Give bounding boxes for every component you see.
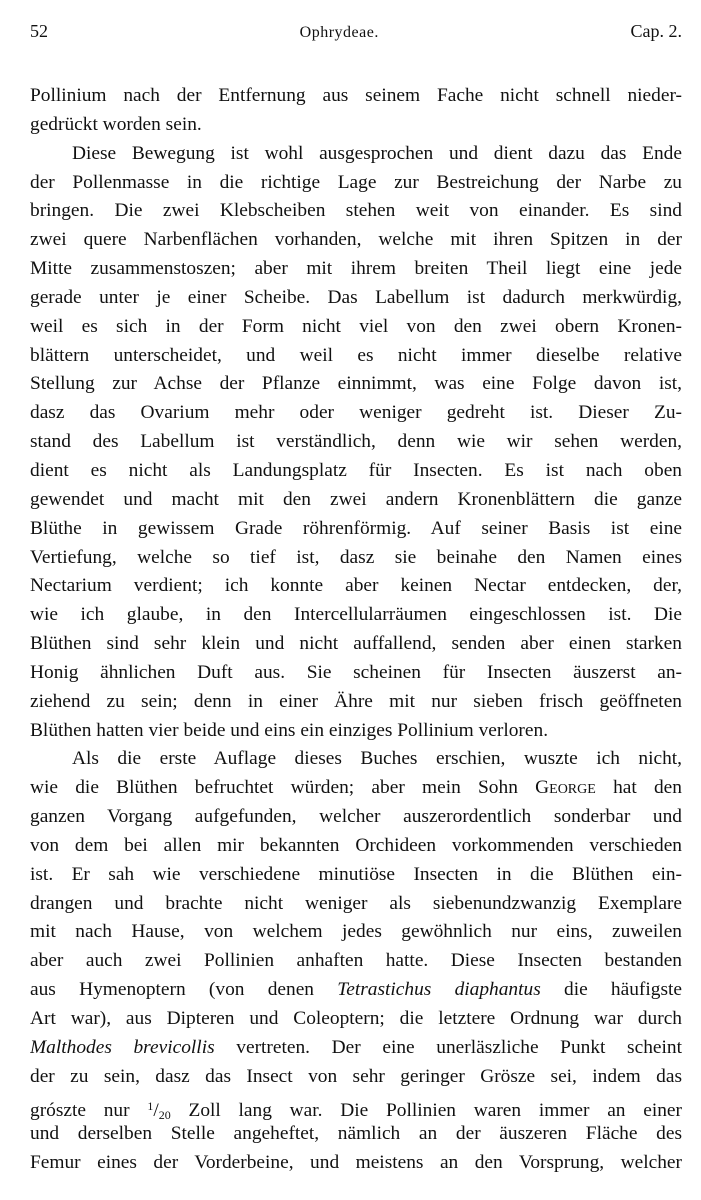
text-line: Blüthen hatten vier beide und eins ein einziges Pollinium verloren. — [30, 719, 549, 741]
text-line: Femur eines der Vorderbeine, und meistens an den Vorsprung, welcher — [30, 1152, 682, 1174]
text-line: zwei quere Narbenflächen vorhanden, welche mit ihren Spitzen in der — [30, 229, 682, 251]
text-line: gedrückt worden sein. — [30, 113, 202, 135]
body-text — [30, 82, 682, 1178]
text-line: dient es nicht als Landungsplatz für Insecten. Es ist nach oben — [30, 459, 682, 481]
text-line: Honig ähnlichen Duft aus. Sie scheinen für Insecten äuszerst an- — [30, 661, 682, 683]
text-line: Stellung zur Achse der Pflanze einnimmt, was eine Folge davon ist, — [30, 373, 682, 395]
species-name: Tetrastichus diaphantus — [337, 979, 541, 1001]
text-segment: Zoll lang war. Die Pollinien waren immer an einer — [188, 1099, 682, 1121]
text-line: blättern unterscheidet, und weil es nicht immer dieselbe relative — [30, 344, 682, 366]
text-line: mit nach Hause, von welchem jedes gewöhnlich nur eins, zuweilen — [30, 921, 682, 943]
text-segment: die häufigste — [564, 979, 682, 1001]
text-line: Blüthe in gewissem Grade röhrenförmig. Auf seiner Basis ist eine — [30, 517, 682, 539]
fraction: $^1/_{20}$ — [147, 1098, 171, 1121]
text-segment: vertreten. Der eine unerläszliche Punkt scheint — [236, 1036, 682, 1058]
text-line: Pollinium nach der Entfernung aus seinem Fache nicht schnell nieder- — [30, 85, 682, 106]
text-line: ist. Er sah wie verschiedene minutiöse Insecten in die Blüthen ein- — [30, 863, 682, 885]
text-line: Mitte zusammenstoszen; aber mit ihrem breiten Theil liegt eine jede — [30, 258, 682, 280]
text-line: gerade unter je einer Scheibe. Das Labellum ist dadurch merkwürdig, — [30, 286, 682, 308]
person-name: George — [535, 777, 596, 799]
text-line: bringen. Die zwei Klebscheiben stehen weit von einander. Es sind — [30, 200, 682, 222]
text-line: dasz das Ovarium mehr oder weniger gedreht ist. Dieser Zu- — [30, 402, 682, 424]
text-line: aber auch zwei Pollinien anhaften hatte. Diese Insecten bestanden — [30, 950, 682, 972]
page-number: 52 — [30, 21, 48, 41]
running-header — [30, 18, 682, 46]
text-line: ziehend zu sein; denn in einer Ähre mit nur sieben frisch geöffneten — [30, 690, 682, 712]
book-page — [30, 18, 682, 1178]
text-line: ganzen Vorgang aufgefunden, welcher auszerordentlich sonderbar und — [30, 806, 682, 828]
fraction-denominator: 20 — [158, 1107, 171, 1121]
text-line — [30, 976, 682, 1005]
text-line: weil es sich in der Form nicht viel von den zwei obern Kronen- — [30, 315, 682, 337]
text-line: stand des Labellum ist verständlich, denn wie wir sehen werden, — [30, 431, 682, 453]
species-name: Malthodes brevicollis — [30, 1036, 215, 1058]
text-line: gewendet und macht mit den zwei andern Kronenblättern die ganze — [30, 488, 682, 510]
text-segment: wie die Blüthen befruchtet würden; aber mein Sohn — [30, 777, 518, 799]
text-line — [30, 774, 682, 803]
text-segment: aus Hymenoptern (von denen — [30, 979, 314, 1001]
text-line — [30, 1092, 682, 1121]
fraction-numerator: 1 — [147, 1098, 154, 1113]
text-segment: grószte nur — [30, 1099, 130, 1121]
chapter-label: Cap. 2. — [630, 21, 682, 41]
text-line: Art war), aus Dipteren und Coleoptern; die letztere Ordnung war durch — [30, 1008, 682, 1029]
text-line: und derselben Stelle angeheftet, nämlich an der äuszeren Fläche des — [30, 1123, 682, 1145]
text-line: Blüthen sind sehr klein und nicht auffallend, senden aber einen starken — [30, 633, 682, 655]
text-line: der Pollenmasse in die richtige Lage zur Bestreichung der Narbe zu — [30, 171, 682, 193]
text-segment: hat den — [613, 777, 682, 799]
text-line: der zu sein, dasz das Insect von sehr geringer Grösze sei, indem das — [30, 1065, 682, 1087]
text-line: Diese Bewegung ist wohl ausgesprochen und dient dazu das Ende — [72, 142, 682, 164]
text-line: Nectarium verdient; ich konnte aber keinen Nectar entdecken, der, — [30, 575, 682, 597]
text-line: Vertiefung, welche so tief ist, dasz sie beinahe den Namen eines — [30, 546, 682, 568]
text-line: wie ich glaube, in den Intercellularräumen eingeschlossen ist. Die — [30, 604, 682, 626]
text-line: drangen und brachte nicht weniger als siebenundzwanzig Exemplare — [30, 892, 682, 914]
running-title: Ophrydeae. — [299, 24, 379, 41]
text-line: Als die erste Auflage dieses Buches erschien, wuszte ich nicht, — [72, 748, 682, 770]
text-line: von dem bei allen mir bekannten Orchideen vorkommenden verschieden — [30, 834, 682, 856]
text-line — [30, 1034, 682, 1063]
